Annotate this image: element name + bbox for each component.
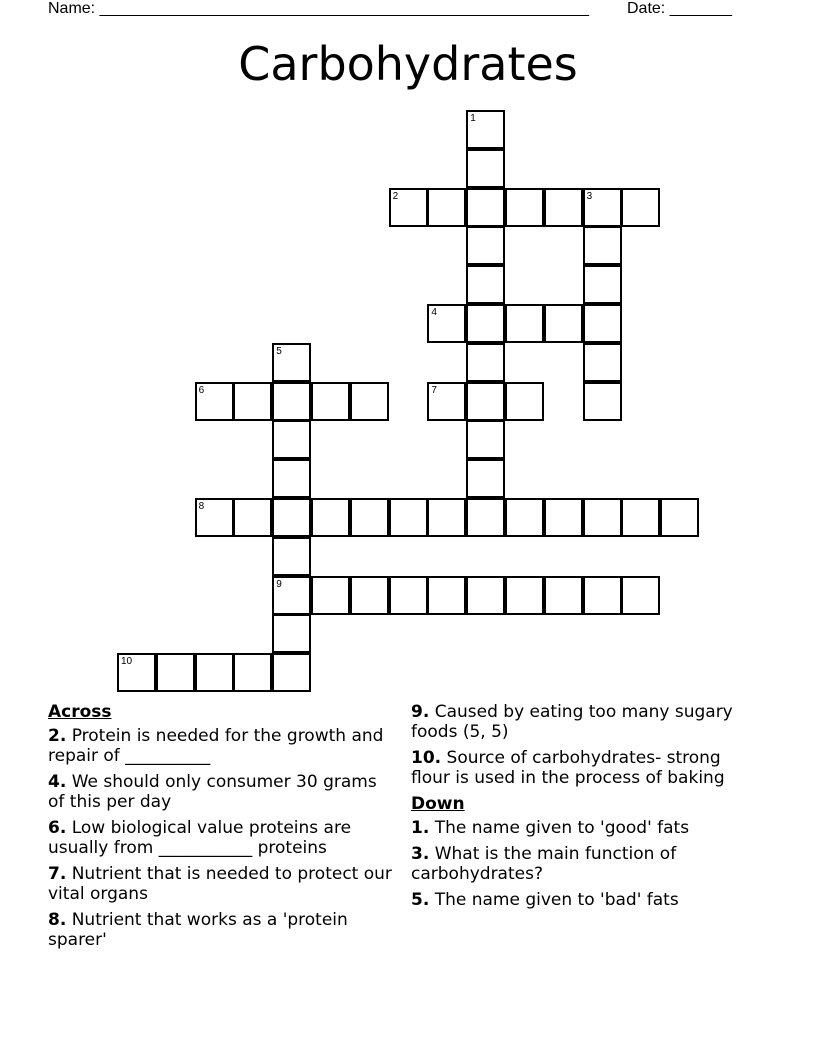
name-line: Name: _______________________________________________________ <box>48 0 589 17</box>
crossword-cell[interactable] <box>272 614 311 653</box>
clue-text: The name given to 'bad' fats <box>434 890 679 910</box>
clue-across-2 <box>48 726 393 766</box>
crossword-cell[interactable] <box>195 498 234 537</box>
crossword-cell[interactable] <box>311 382 350 421</box>
crossword-cell[interactable] <box>427 498 466 537</box>
crossword-cell[interactable] <box>505 498 544 537</box>
crossword-cell[interactable] <box>233 498 272 537</box>
crossword-cell[interactable] <box>660 498 699 537</box>
clue-text: Nutrient that is needed to protect our vital organs <box>48 864 392 904</box>
crossword-cell[interactable] <box>233 653 272 692</box>
clue-across-6 <box>48 818 393 858</box>
crossword-cell[interactable] <box>505 188 544 227</box>
clue-number: 4. <box>48 772 67 792</box>
clue-down-1 <box>411 818 756 838</box>
crossword-cell[interactable] <box>583 188 622 227</box>
crossword-cell[interactable] <box>156 653 195 692</box>
clue-across-4 <box>48 772 393 812</box>
clue-across-8 <box>48 910 393 950</box>
cell-number: 1 <box>470 113 476 124</box>
crossword-cell[interactable] <box>621 188 660 227</box>
clue-across-10 <box>411 748 756 788</box>
crossword-cell[interactable] <box>544 576 583 615</box>
cell-number: 2 <box>392 190 399 202</box>
date-line: Date: _______ <box>627 0 732 17</box>
crossword-cell[interactable] <box>466 188 505 227</box>
clue-number: 10. <box>411 748 442 768</box>
crossword-cell[interactable] <box>389 576 428 615</box>
crossword-cell[interactable] <box>466 420 505 459</box>
crossword-cell[interactable] <box>466 498 505 537</box>
cell-number: 10 <box>121 656 133 668</box>
crossword-cell[interactable] <box>350 576 389 615</box>
crossword-cell[interactable] <box>466 382 505 421</box>
crossword-cell[interactable] <box>505 304 544 343</box>
page-title: Carbohydrates <box>238 37 578 91</box>
crossword-cell[interactable] <box>583 226 622 265</box>
clue-text: What is the main function of carbohydrates? <box>411 844 677 884</box>
cell-number: 9 <box>276 578 282 590</box>
crossword-cell[interactable] <box>311 576 350 615</box>
crossword-cell[interactable] <box>466 343 505 382</box>
clue-text: Caused by eating too many sugary foods (5, 5) <box>411 702 733 742</box>
crossword-cell[interactable] <box>272 420 311 459</box>
crossword-cell[interactable] <box>583 304 622 343</box>
clue-number: 1. <box>411 818 430 838</box>
clue-down-3 <box>411 844 756 884</box>
clue-text: The name given to 'good' fats <box>434 818 690 838</box>
clue-number: 2. <box>48 726 67 746</box>
cell-number: 7 <box>431 384 437 396</box>
cell-number: 6 <box>198 384 205 396</box>
crossword-cell[interactable] <box>272 498 311 537</box>
crossword-cell[interactable] <box>427 188 466 227</box>
crossword-cell[interactable] <box>466 459 505 498</box>
crossword-cell[interactable] <box>427 382 466 421</box>
crossword-cell[interactable] <box>583 265 622 304</box>
cell-number: 8 <box>198 501 205 512</box>
crossword-cell[interactable] <box>583 576 622 615</box>
crossword-cell[interactable] <box>505 576 544 615</box>
crossword-cell[interactable] <box>272 576 311 615</box>
clue-number: 7. <box>48 864 67 884</box>
crossword-cell[interactable] <box>195 653 234 692</box>
crossword-cell[interactable] <box>272 459 311 498</box>
crossword-cell[interactable] <box>117 653 156 692</box>
crossword-cell[interactable] <box>466 576 505 615</box>
crossword-cell[interactable] <box>466 304 505 343</box>
cell-number: 5 <box>276 345 282 357</box>
clue-text: Low biological value proteins are usually from ___________ proteins <box>48 818 352 858</box>
clue-across-9 <box>411 702 756 742</box>
clues-column-right <box>411 702 756 916</box>
crossword-cell[interactable] <box>233 382 272 421</box>
clue-number: 3. <box>411 844 430 864</box>
crossword-cell[interactable] <box>621 498 660 537</box>
crossword-cell[interactable] <box>427 576 466 615</box>
crossword-cell[interactable] <box>272 343 311 382</box>
crossword-cell[interactable] <box>195 382 234 421</box>
clue-number: 8. <box>48 910 67 930</box>
clue-across-7 <box>48 864 393 904</box>
crossword-cell[interactable] <box>466 226 505 265</box>
cell-number: 4 <box>431 307 437 318</box>
crossword-cell[interactable] <box>544 304 583 343</box>
clue-number: 6. <box>48 818 67 838</box>
clues-column-left <box>48 702 393 956</box>
crossword-cell[interactable] <box>466 110 505 149</box>
down-heading: Down <box>411 794 465 814</box>
clue-text: We should only consumer 30 grams of this per day <box>48 772 377 812</box>
crossword-cell[interactable] <box>350 382 389 421</box>
crossword-cell[interactable] <box>272 537 311 576</box>
crossword-cell[interactable] <box>350 498 389 537</box>
clue-down-5 <box>411 890 756 910</box>
clue-number: 5. <box>411 890 430 910</box>
clue-text: Protein is needed for the growth and repair of __________ <box>48 726 384 766</box>
crossword-cell[interactable] <box>466 149 505 188</box>
crossword-cell[interactable] <box>427 304 466 343</box>
crossword-cell[interactable] <box>505 382 544 421</box>
crossword-cell[interactable] <box>583 382 622 421</box>
crossword-cell[interactable] <box>583 343 622 382</box>
crossword-cell[interactable] <box>466 265 505 304</box>
crossword-cell[interactable] <box>621 576 660 615</box>
crossword-cell[interactable] <box>272 382 311 421</box>
cell-number: 3 <box>586 190 593 202</box>
crossword-cell[interactable] <box>311 498 350 537</box>
clue-text: Nutrient that works as a 'protein sparer' <box>48 910 348 950</box>
crossword-cell[interactable] <box>583 498 622 537</box>
crossword-cell[interactable] <box>389 498 428 537</box>
crossword-cell[interactable] <box>272 653 311 692</box>
across-heading: Across <box>48 702 112 722</box>
clue-text: Source of carbohydrates- strong flour is used in the process of baking <box>411 748 725 788</box>
crossword-cell[interactable] <box>389 188 428 227</box>
clue-number: 9. <box>411 702 430 722</box>
crossword-cell[interactable] <box>544 188 583 227</box>
crossword-cell[interactable] <box>544 498 583 537</box>
